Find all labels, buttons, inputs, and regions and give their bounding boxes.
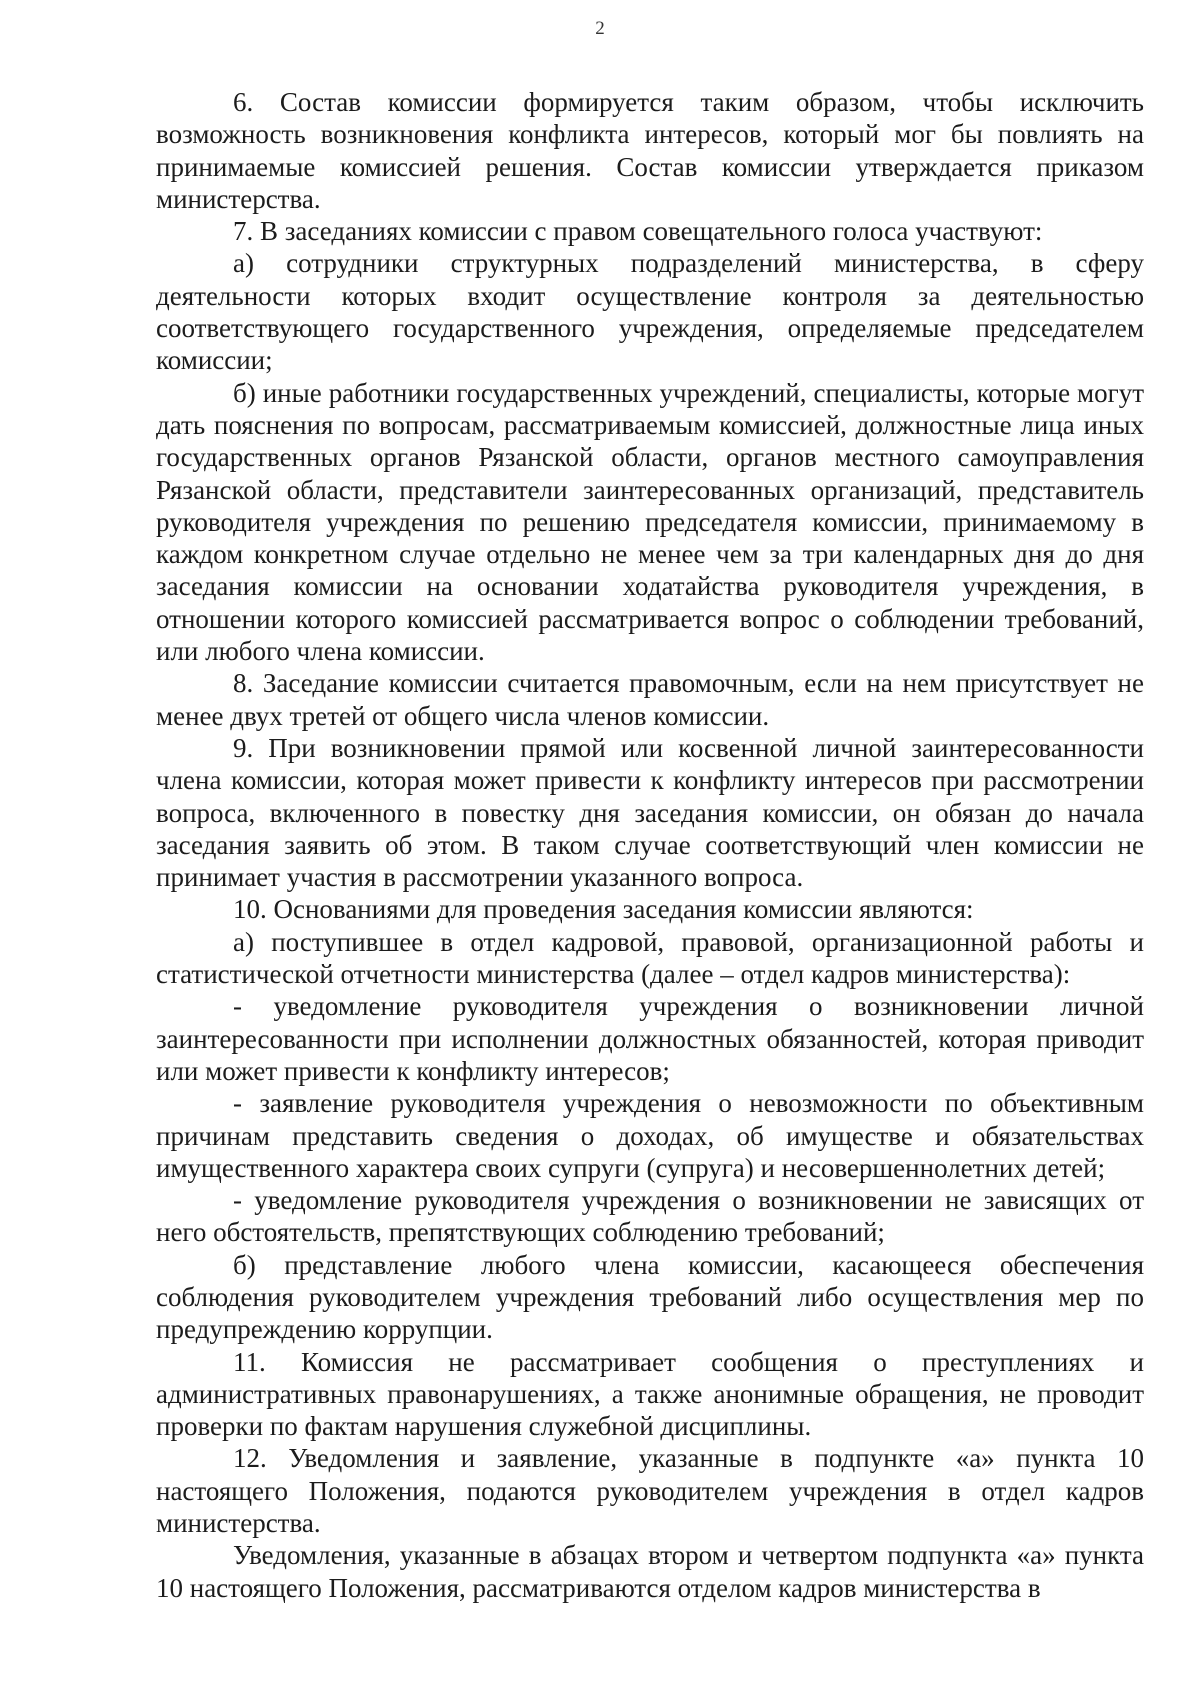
paragraph-10a-statement-income-info: - заявление руководителя учреждения о невозможности по объективным причинам представить сведения о доходах, об имуществе и обязательствах имущественного характера своих супруги (супруга) и несовершеннолетних детей;: [156, 1088, 1144, 1183]
paragraph-12-submission: 12. Уведомления и заявление, указанные в подпункте «а» пункта 10 настоящего Положения, подаются руководителем учреждения в отдел кадров министерства.: [156, 1443, 1144, 1539]
paragraph-12-review: Уведомления, указанные в абзацах втором и четвертом подпункта «а» пункта 10 настоящего Положения, рассматриваются отделом кадров министерства в: [156, 1540, 1144, 1603]
paragraph-10a-notice-personal-interest: - уведомление руководителя учреждения о возникновении личной заинтересованности при исполнении должностных обязанностей, которая приводит или может привести к конфликту интересов;: [156, 991, 1144, 1086]
paragraph-9-conflict-of-interest: 9. При возникновении прямой или косвенной личной заинтересованности члена комиссии, которая может привести к конфликту интересов при рассмотрении вопроса, включенного в повестку дня заседания комиссии, он обязан до начала заседания заявить об этом. В таком случае соответствующий член комиссии не принимает участия в рассмотрении указанного вопроса.: [156, 732, 1144, 893]
paragraph-6-commission-composition: 6. Состав комиссии формируется таким образом, чтобы исключить возможность возникновения конфликта интересов, который мог бы повлиять на принимаемые комиссией решения. Состав комиссии утверждается приказом министерства.: [156, 87, 1144, 214]
paragraph-11-not-considered: 11. Комиссия не рассматривает сообщения о преступлениях и административных правонарушениях, а также анонимные обращения, не проводит проверки по фактам нарушения служебной дисциплины.: [156, 1346, 1144, 1442]
paragraph-8-quorum: 8. Заседание комиссии считается правомочным, если на нем присутствует не менее двух третей от общего числа членов комиссии.: [156, 668, 1144, 731]
paragraph-10b-member-submission: б) представление любого члена комиссии, касающееся обеспечения соблюдения руководителем учреждения требований либо осуществления мер по предупреждению коррупции.: [156, 1249, 1144, 1345]
page-number: 2: [595, 18, 605, 39]
paragraph-7a-ministry-staff: а) сотрудники структурных подразделений министерства, в сферу деятельности которых входит осуществление контроля за деятельностью соответствующего государственного учреждения, определяемые председателем комиссии;: [156, 248, 1144, 376]
paragraph-10a-submitted-to-hr: а) поступившее в отдел кадровой, правовой, организационной работы и статистической отчетности министерства (далее – отдел кадров министерства):: [156, 926, 1144, 990]
paragraph-10a-notice-circumstances: - уведомление руководителя учреждения о возникновении не зависящих от него обстоятельств, препятствующих соблюдению требований;: [156, 1185, 1144, 1248]
paragraph-7b-other-participants: б) иные работники государственных учреждений, специалисты, которые могут дать пояснения по вопросам, рассматриваемым комиссией, должностные лица иных государственных органов Рязанской области, органов местного самоуправления Рязанской области, представители заинтересованных организаций, представитель руководителя учреждения по решению председателя комиссии, принимаемому в каждом конкретном случае отдельно не менее чем за три календарных дня до дня заседания комиссии на основании ходатайства руководителя учреждения, в отношении которого комиссией рассматривается вопрос о соблюдении требований, или любого члена комиссии.: [156, 377, 1144, 667]
paragraph-10-meeting-grounds: 10. Основаниями для проведения заседания комиссии являются:: [233, 894, 974, 925]
document-body: [156, 86, 1144, 1604]
paragraph-7-advisory-participants: 7. В заседаниях комиссии с правом совещательного голоса участвуют:: [233, 216, 1043, 247]
